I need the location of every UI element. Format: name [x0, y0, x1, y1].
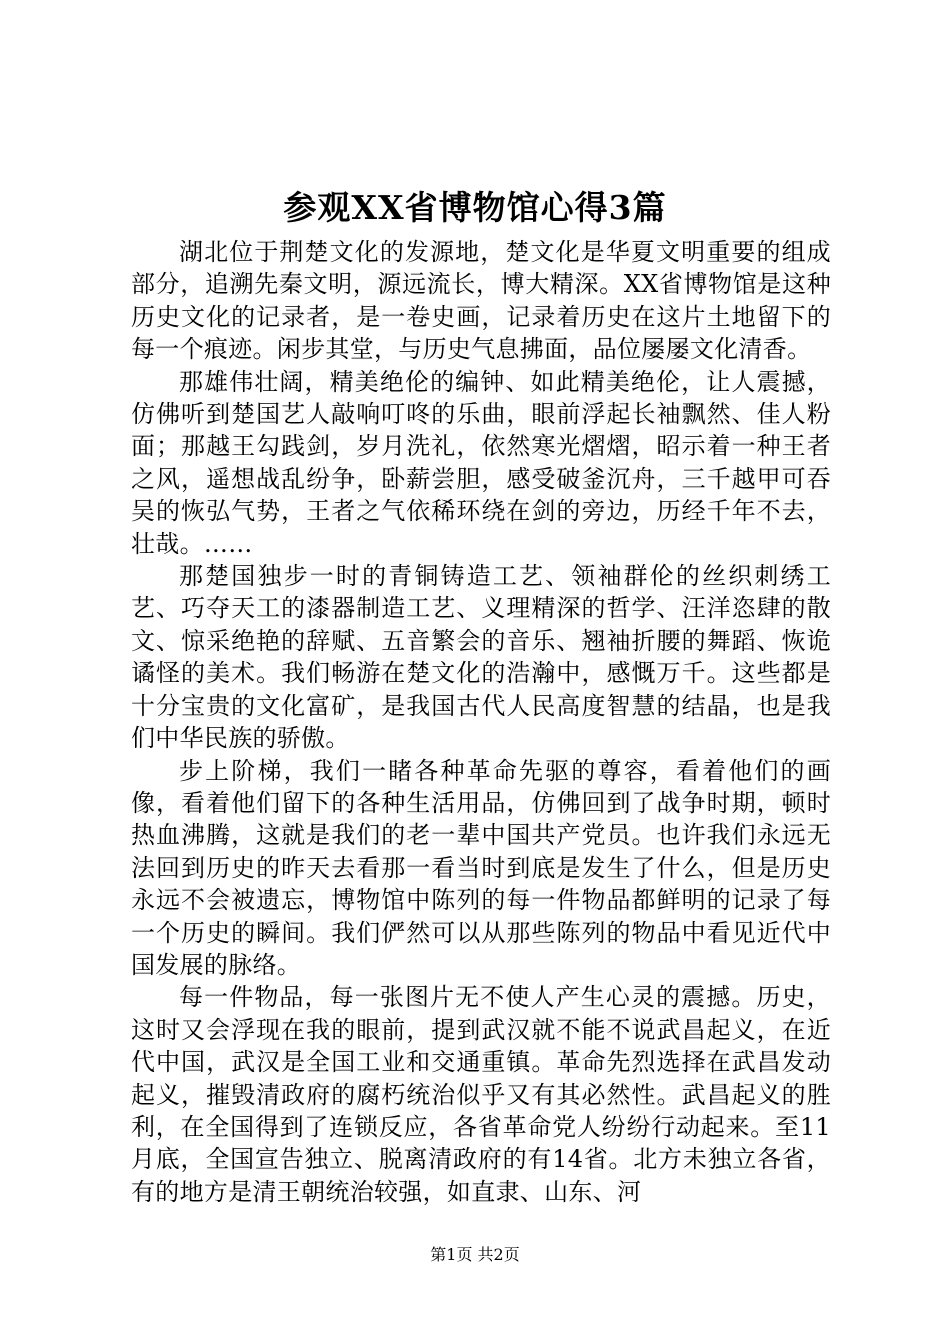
document-title: 参观XX省博物馆心得3篇 — [283, 188, 667, 227]
paragraph-2: 那雄伟壮阔，精美绝伦的编钟、如此精美绝伦，让人震撼，仿佛听到楚国艺人敲响叮咚的乐曲，眼前浮起长袖飘然、佳人粉面；那越王勾践剑，岁月洗礼，依然寒光熠熠，昭示着一种王者之风，遥想战乱纷争，卧薪尝胆，感受破釜沉舟，三千越甲可吞吴的恢弘气势，王者之气依稀环绕在剑的旁边，历经千年不去，壮哉。…… — [131, 367, 831, 558]
document-body — [131, 236, 831, 1208]
paragraph-4: 步上阶梯，我们一睹各种革命先驱的尊容，看着他们的画像，看着他们留下的各种生活用品，仿佛回到了战争时期，顿时热血沸腾，这就是我们的老一辈中国共产党员。也许我们永远无法回到历史的昨天去看那一看当时到底是发生了什么，但是历史永远不会被遗忘，博物馆中陈列的每一件物品都鲜明的记录了每一个历史的瞬间。我们俨然可以从那些陈列的物品中看见近代中国发展的脉络。 — [131, 756, 831, 979]
paragraph-3: 那楚国独步一时的青铜铸造工艺、领袖群伦的丝织刺绣工艺、巧夺天工的漆器制造工艺、义理精深的哲学、汪洋恣肆的散文、惊采绝艳的辞赋、五音繁会的音乐、翘袖折腰的舞蹈、恢诡谲怪的美术。我们畅游在楚文化的浩瀚中，感慨万千。这些都是十分宝贵的文化富矿，是我国古代人民高度智慧的结晶，也是我们中华民族的骄傲。 — [131, 562, 831, 753]
page-footer: 第1页 共2页 — [430, 1245, 520, 1264]
paragraph-1: 湖北位于荆楚文化的发源地，楚文化是华夏文明重要的组成部分，追溯先秦文明，源远流长，博大精深。XX省博物馆是这种历史文化的记录者，是一卷史画，记录着历史在这片土地留下的每一个痕迹。闲步其堂，与历史气息拂面，品位屡屡文化清香。 — [131, 238, 831, 364]
paragraph-5: 每一件物品，每一张图片无不使人产生心灵的震撼。历史，这时又会浮现在我的眼前，提到武汉就不能不说武昌起义，在近代中国，武汉是全国工业和交通重镇。革命先烈选择在武昌发动起义，摧毁清政府的腐朽统治似乎又有其必然性。武昌起义的胜利，在全国得到了连锁反应，各省革命党人纷纷行动起来。至11月底，全国宣告独立、脱离清政府的有14省。北方未独立各省，有的地方是清王朝统治较强，如直隶、山东、河 — [131, 983, 831, 1206]
